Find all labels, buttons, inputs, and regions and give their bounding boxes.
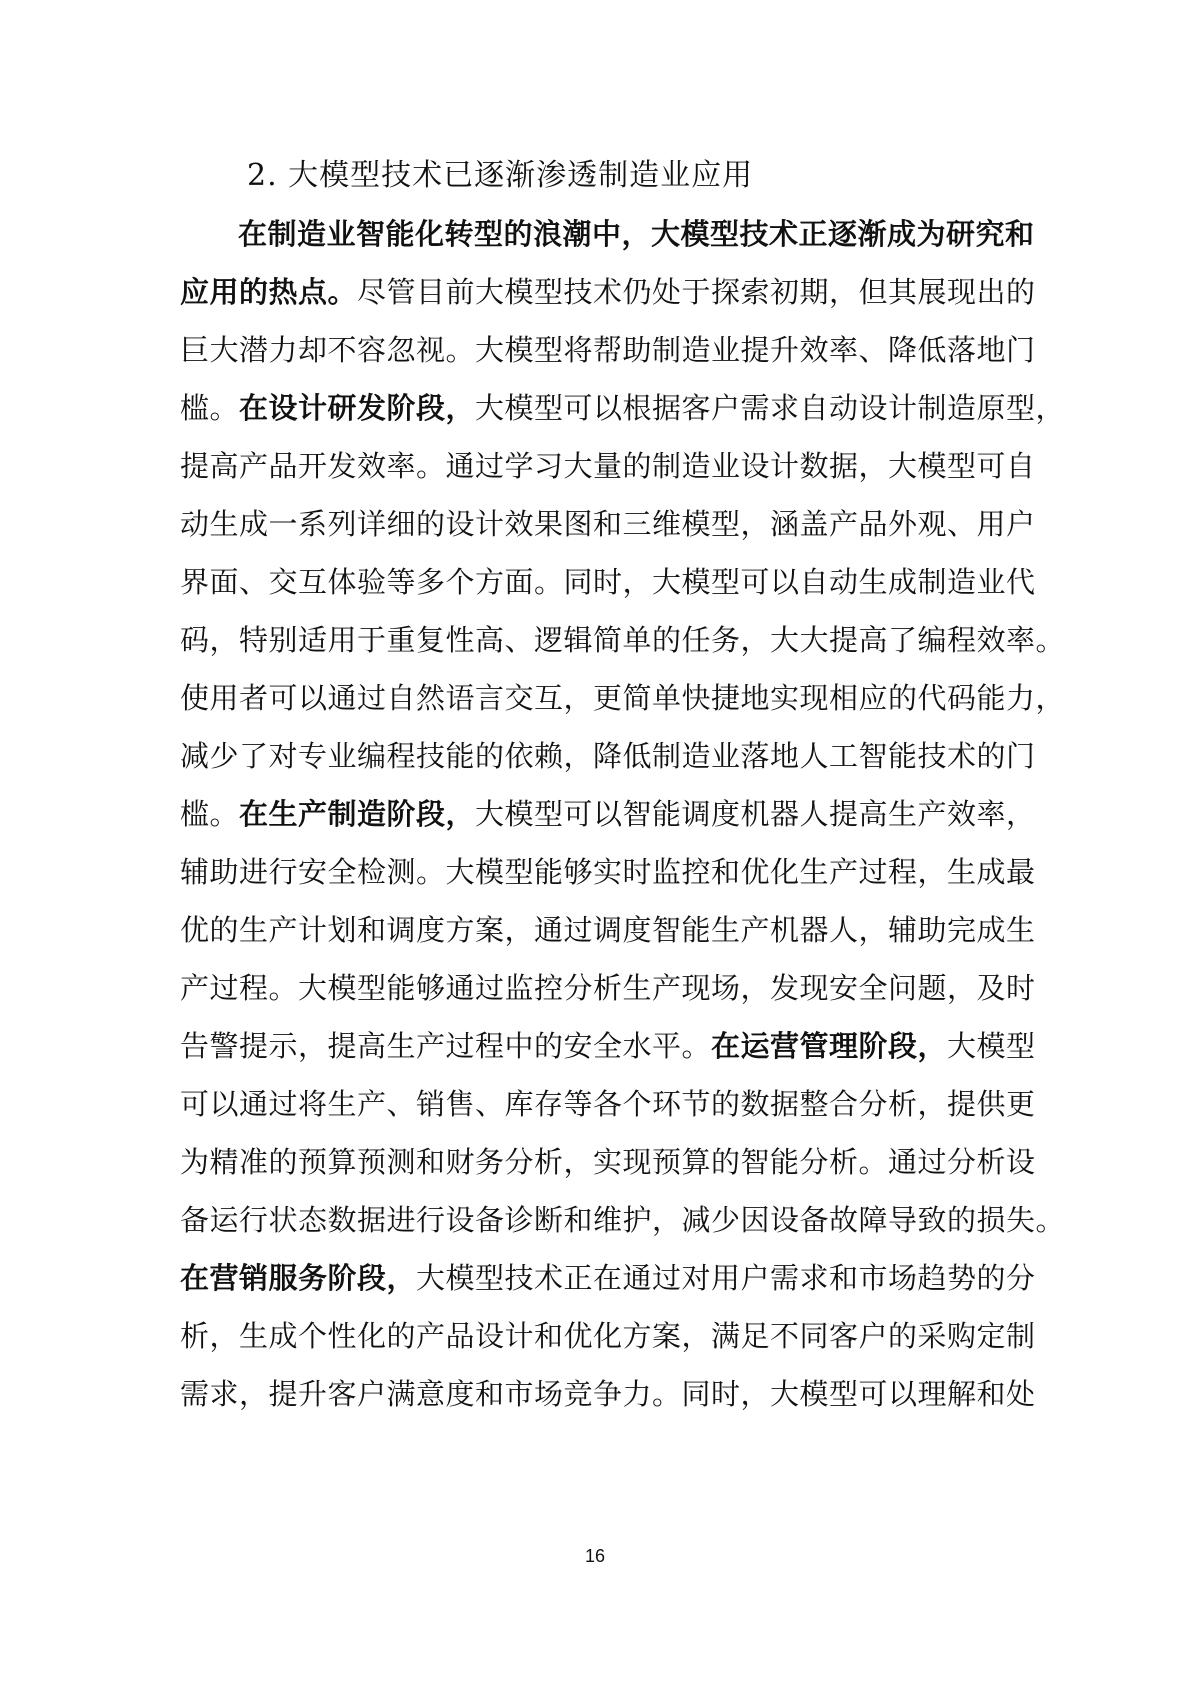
body-text: 大模型可以根据客户需求自动设计制造原型， <box>475 391 1066 425</box>
body-text: 可以通过将生产、销售、库存等各个环节的数据整合分析，提供更 <box>180 1087 1036 1121</box>
body-text: 告警提示，提高生产过程中的安全水平。 <box>180 1029 712 1063</box>
body-text: 巨大潜力却不容忽视。大模型将帮助制造业提升效率、降低落地门 <box>180 333 1036 367</box>
bold-emphasis: 在制造业智能化转型的浪潮中，大模型技术正逐渐成为研究和 <box>238 217 1035 251</box>
body-text: 需求，提升客户满意度和市场竞争力。同时，大模型可以理解和处 <box>180 1377 1036 1411</box>
paragraph-line <box>180 270 1036 311</box>
body-text: 尽管目前大模型技术仍处于探索初期，但其展现出的 <box>357 275 1036 309</box>
paragraph-line <box>180 966 1036 1007</box>
bold-emphasis: 在营销服务阶段， <box>180 1261 417 1295</box>
paragraph-line <box>180 1256 1036 1297</box>
body-text: 辅助进行安全检测。大模型能够实时监控和优化生产过程，生成最 <box>180 855 1036 889</box>
body-text: 码，特别适用于重复性高、逻辑简单的任务，大大提高了编程效率。 <box>180 623 1066 657</box>
paragraph-line <box>180 1140 1036 1181</box>
body-text: 界面、交互体验等多个方面。同时，大模型可以自动生成制造业代 <box>180 565 1036 599</box>
paragraph-line <box>180 1314 1036 1355</box>
body-text: 动生成一系列详细的设计效果图和三维模型，涵盖产品外观、用户 <box>180 507 1036 541</box>
body-text: 大模型技术正在通过对用户需求和市场趋势的分 <box>416 1261 1036 1295</box>
body-text: 析，生成个性化的产品设计和优化方案，满足不同客户的采购定制 <box>180 1319 1036 1353</box>
paragraph-line <box>180 560 1036 601</box>
body-text: 大模型可以智能调度机器人提高生产效率， <box>475 797 1036 831</box>
page-number: 16 <box>584 1546 606 1566</box>
paragraph-line <box>180 328 1036 369</box>
paragraph-line <box>180 386 1066 427</box>
paragraph-line <box>180 1024 1036 1065</box>
body-text: 为精准的预算预测和财务分析，实现预算的智能分析。通过分析设 <box>180 1145 1036 1179</box>
body-text: 产过程。大模型能够通过监控分析生产现场，发现安全问题，及时 <box>180 971 1036 1005</box>
body-text: 使用者可以通过自然语言交互，更简单快捷地实现相应的代码能力， <box>180 681 1066 715</box>
paragraph-line <box>180 1372 1036 1413</box>
body-text: 大模型 <box>947 1029 1036 1063</box>
body-text: 提高产品开发效率。通过学习大量的制造业设计数据，大模型可自 <box>180 449 1036 483</box>
body-text: 优的生产计划和调度方案，通过调度智能生产机器人，辅助完成生 <box>180 913 1036 947</box>
bold-emphasis: 应用的热点。 <box>180 275 358 309</box>
paragraph-line <box>180 1082 1036 1123</box>
section-heading: 2. 大模型技术已逐渐渗透制造业应用 <box>247 158 754 193</box>
paragraph-line <box>180 908 1036 949</box>
paragraph-line <box>180 618 1066 659</box>
body-text: 备运行状态数据进行设备诊断和维护，减少因设备故障导致的损失。 <box>180 1203 1066 1237</box>
paragraph-line <box>180 734 1036 775</box>
bold-emphasis: 在设计研发阶段， <box>239 391 476 425</box>
body-text: 槛。 <box>180 797 240 831</box>
bold-emphasis: 在运营管理阶段， <box>711 1029 948 1063</box>
bold-emphasis: 在生产制造阶段， <box>239 797 476 831</box>
paragraph-line <box>180 502 1036 543</box>
body-text: 减少了对专业编程技能的依赖，降低制造业落地人工智能技术的门 <box>180 739 1036 773</box>
paragraph-line <box>180 676 1066 717</box>
paragraph-line <box>180 1198 1066 1239</box>
paragraph-line <box>180 444 1036 485</box>
body-text: 槛。 <box>180 391 240 425</box>
paragraph-line <box>238 212 1035 253</box>
paragraph-line <box>180 850 1036 891</box>
paragraph-line <box>180 792 1036 833</box>
